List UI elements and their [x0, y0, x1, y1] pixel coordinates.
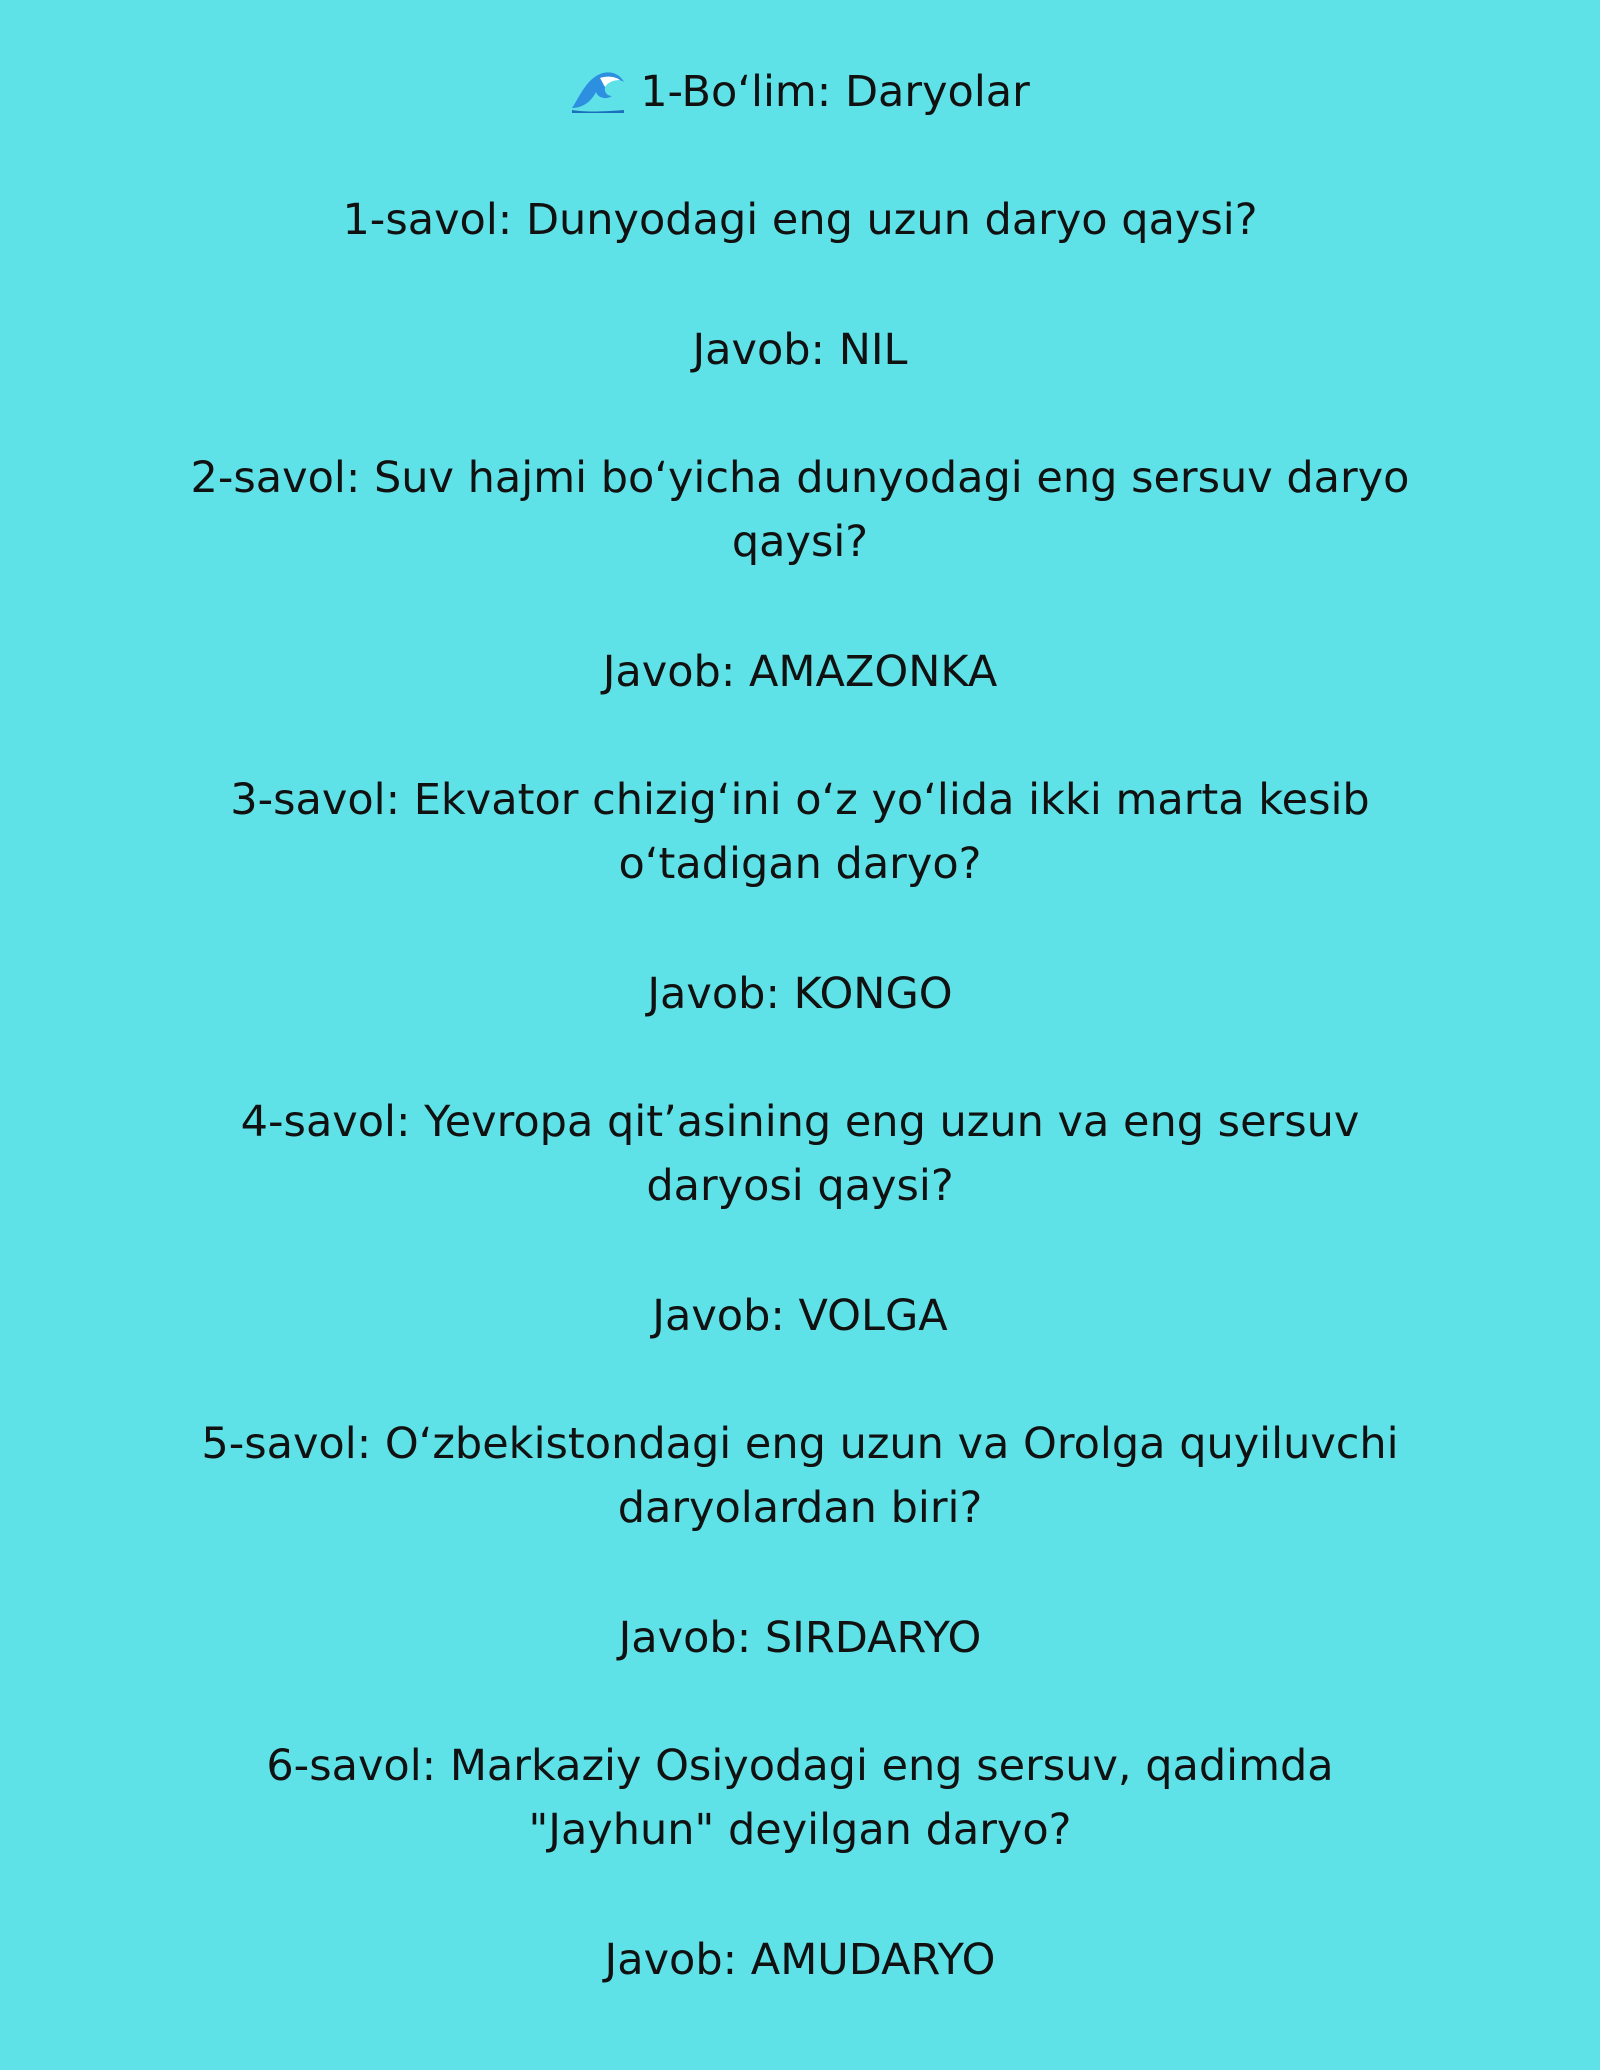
section-title: 1-Bo‘lim: Daryolar [640, 67, 1030, 117]
answer-1: Javob: NIL [692, 325, 908, 375]
answer-6: Javob: AMUDARYO [604, 1935, 996, 1985]
answer-3: Javob: KONGO [647, 969, 953, 1019]
question-2: 2-savol: Suv hajmi bo‘yicha dunyodagi eng sersuv daryo qaysi? [190, 453, 1410, 567]
water-wave-icon [570, 66, 626, 132]
answer-5: Javob: SIRDARYO [618, 1613, 982, 1663]
question-3: 3-savol: Ekvator chizig‘ini o‘z yo‘lida ikki marta kesib o‘tadigan daryo? [230, 775, 1370, 889]
section-heading [170, 60, 1430, 132]
question-1: 1-savol: Dunyodagi eng uzun daryo qaysi? [342, 195, 1258, 245]
answer-4: Javob: VOLGA [652, 1291, 948, 1341]
question-6: 6-savol: Markaziy Osiyodagi eng sersuv, qadimda "Jayhun" deyilgan daryo? [266, 1741, 1334, 1855]
question-5: 5-savol: O‘zbekistondagi eng uzun va Orolga quyiluvchi daryolardan biri? [201, 1419, 1399, 1533]
question-4: 4-savol: Yevropa qit’asining eng uzun va eng sersuv daryosi qaysi? [240, 1097, 1360, 1211]
answer-2: Javob: AMAZONKA [602, 647, 998, 697]
